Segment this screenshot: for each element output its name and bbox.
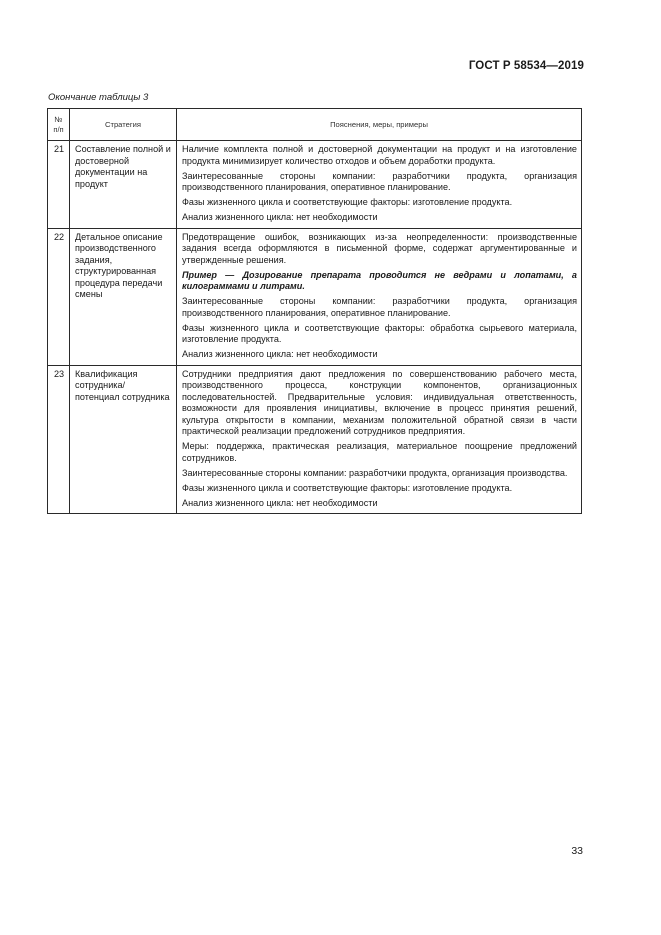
example-paragraph: Пример — Дозирование препарата проводится не ведрами и лопатами, а килограммами и литрами. — [182, 269, 577, 291]
row-notes — [177, 141, 582, 229]
row-number: 21 — [48, 141, 70, 229]
note-paragraph: Фазы жизненного цикла и соответствующие факторы: изготовление продукта. — [182, 197, 513, 207]
standard-designation: ГОСТ Р 58534—2019 — [468, 60, 584, 72]
row-strategy: Квалификация сотрудника/ потенциал сотрудника — [70, 365, 177, 514]
row-notes — [177, 365, 582, 514]
note-paragraph: Наличие комплекта полной и достоверной документации на продукт и на изготовление продукта минимизирует количество отходов и объем доработки продукта. — [182, 144, 577, 166]
row-strategy: Детальное описание производственного задания, структурированная процедура передачи смены — [70, 228, 177, 365]
table-caption: Окончание таблицы 3 — [48, 92, 149, 103]
note-paragraph: Заинтересованные стороны компании: разработчики продукта, организация производства. — [182, 467, 568, 478]
note-paragraph: Фазы жизненного цикла и соответствующие факторы: обработка сырьевого материала, изготовление продукта. — [182, 322, 577, 344]
note-paragraph: Анализ жизненного цикла: нет необходимости — [182, 349, 378, 359]
note-paragraph: Заинтересованные стороны компании: разработчики продукта, организация производственного планирования, оперативное планирование. — [182, 170, 577, 192]
table-header-row — [48, 109, 582, 141]
strategy-table — [47, 108, 582, 514]
row-strategy: Составление полной и достоверной документации на продукт — [70, 141, 177, 229]
table-row — [48, 365, 582, 514]
note-paragraph: Меры: поддержка, практическая реализация, материальное поощрение предложений сотрудников. — [182, 441, 577, 463]
note-paragraph: Анализ жизненного цикла: нет необходимости — [182, 497, 378, 508]
row-number: 23 — [48, 365, 70, 514]
column-header-number: № п/п — [48, 109, 70, 141]
note-paragraph: Заинтересованные стороны компании: разработчики продукта, организация производственного планирования, оперативное планирование. — [182, 296, 577, 318]
note-paragraph: Фазы жизненного цикла и соответствующие факторы: изготовление продукта. — [182, 482, 513, 493]
column-header-notes: Пояснения, меры, примеры — [177, 109, 582, 141]
page-number: 33 — [571, 845, 583, 857]
table-row — [48, 228, 582, 365]
table-row — [48, 141, 582, 229]
note-paragraph: Сотрудники предприятия дают предложения по совершенствованию рабочего места, производственного процесса, конструкции компонентов, организационных последовательностей. Предварительные условия: индивидуальная ответственность, возможности для проявления инициативы, включение в процесс принятия решений, культура открытости в компании, механизм положительной обратной связи в части практической реализации предложений сотрудников предприятия. — [182, 368, 577, 436]
note-paragraph: Анализ жизненного цикла: нет необходимости — [182, 212, 378, 222]
column-header-strategy: Стратегия — [70, 109, 177, 141]
note-paragraph: Предотвращение ошибок, возникающих из-за неопределенности: производственные задания всегда оформляются в письменной форме, содержат аргументированные и утвержденные решения. — [182, 231, 577, 265]
row-number: 22 — [48, 228, 70, 365]
row-notes — [177, 228, 582, 365]
